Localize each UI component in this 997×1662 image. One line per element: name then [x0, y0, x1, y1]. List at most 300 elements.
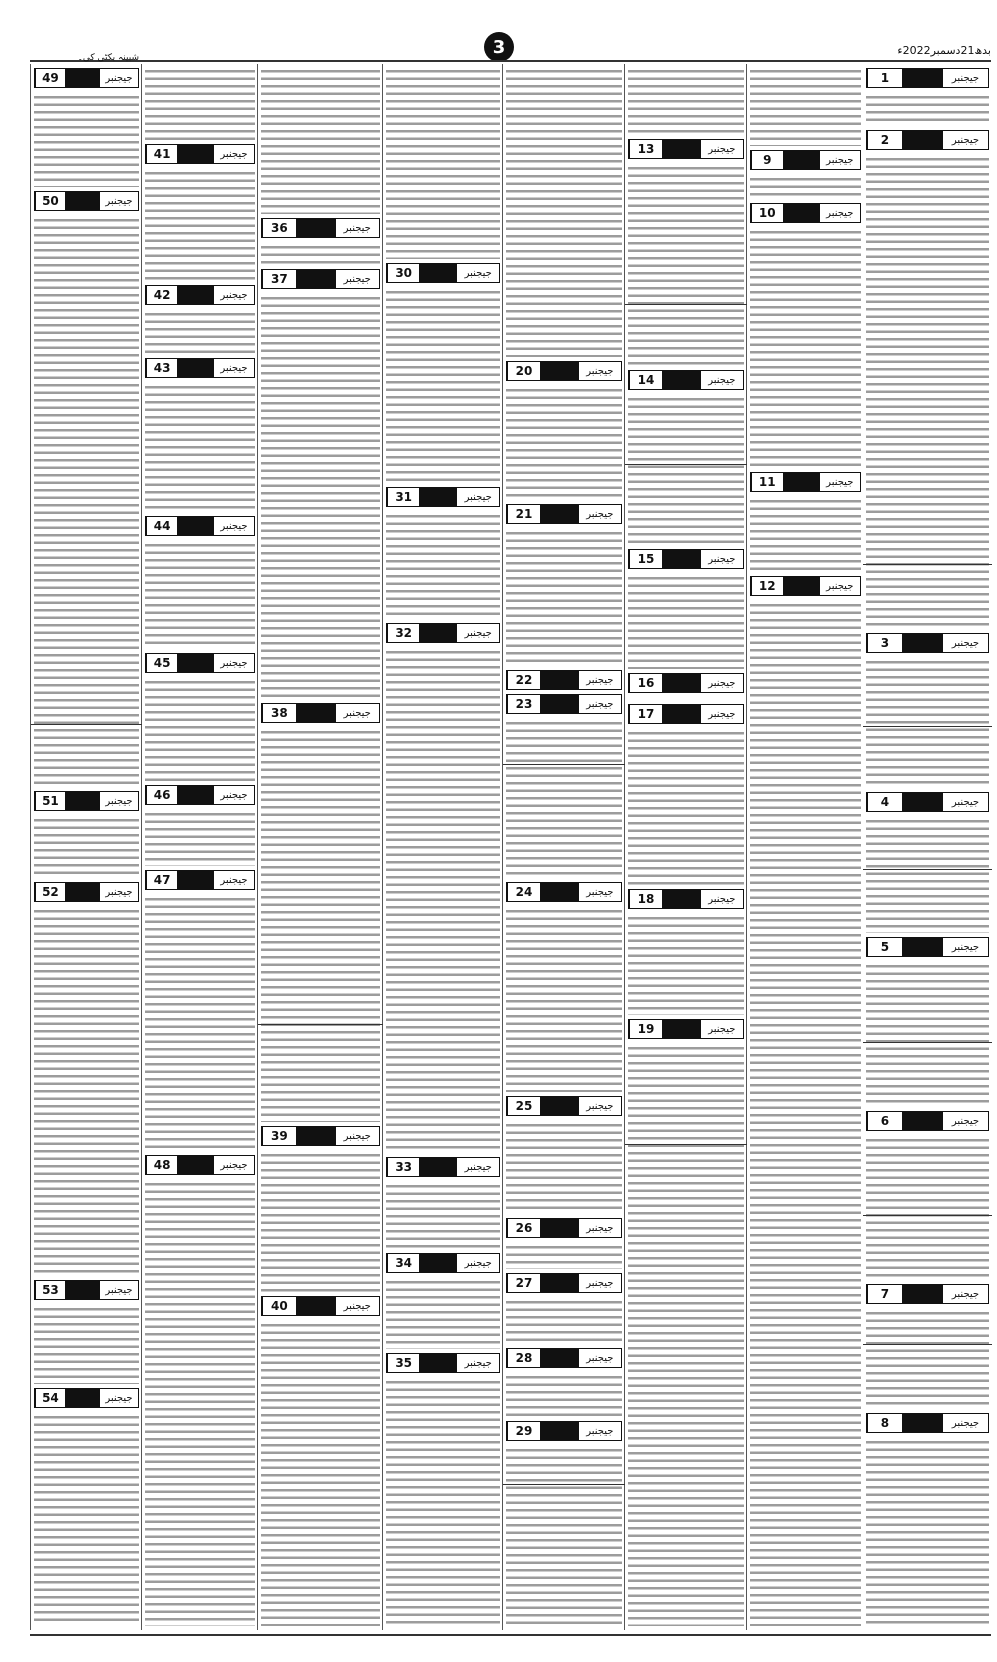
notice-header-bar [783, 151, 820, 169]
notice-header-bar [65, 792, 100, 810]
article-text-block [145, 66, 255, 140]
notice-header-bar [296, 1127, 336, 1145]
notice-number: 42 [146, 286, 177, 304]
notice-header [386, 1157, 500, 1177]
notice-label: جیجنبر [220, 789, 248, 801]
notice-label: جیجنبر [464, 1257, 492, 1269]
notice-label: جیجنبر [220, 148, 248, 160]
notice-header-bar [662, 1020, 701, 1038]
notice-label: جیجنبر [586, 674, 614, 686]
notice-header [866, 130, 989, 150]
notice-header-bar [177, 871, 214, 889]
notice-header-bar [419, 1354, 457, 1372]
notice-number: 35 [387, 1354, 419, 1372]
notice-label: جیجنبر [951, 1417, 980, 1429]
notice-header-bar [902, 938, 943, 956]
article-text-block [506, 385, 622, 500]
article-text-block [261, 727, 380, 1122]
notice-number: 24 [507, 883, 540, 901]
article-text-block [866, 961, 989, 1107]
notice-number: 20 [507, 362, 540, 380]
notice-header [506, 504, 622, 524]
article-text-block [386, 511, 500, 619]
notice-label: جیجنبر [586, 886, 614, 898]
notice-header-bar [65, 883, 100, 901]
notice-header [386, 263, 500, 283]
notice-label: جیجنبر [343, 273, 371, 285]
notice-number: 3 [867, 634, 902, 652]
column-5 [382, 64, 503, 1630]
notice-number: 28 [507, 1349, 540, 1367]
notice-header [506, 1096, 622, 1116]
notice-label: جیجنبر [105, 886, 133, 898]
bottom-rule [30, 1634, 991, 1636]
notice-header-bar [177, 145, 214, 163]
notice-header [506, 1421, 622, 1441]
article-text-block [866, 1308, 989, 1409]
top-rule [30, 60, 991, 62]
notice-header-bar [177, 517, 214, 535]
notice-number: 38 [262, 704, 296, 722]
notice-number: 11 [751, 473, 783, 491]
notice-header [866, 937, 989, 957]
notice-header-bar [783, 204, 820, 222]
article-text-block [145, 540, 255, 649]
notice-header-bar [783, 473, 820, 491]
article-text-block [866, 1437, 989, 1626]
notice-number: 15 [629, 550, 662, 568]
notice-label: جیجنبر [586, 1277, 614, 1289]
notice-header [261, 269, 380, 289]
notice-header-bar [296, 1297, 336, 1315]
notice-label: جیجنبر [586, 508, 614, 520]
notice-header [506, 1273, 622, 1293]
notice-label: جیجنبر [220, 874, 248, 886]
notice-number: 53 [35, 1281, 65, 1299]
notice-header [628, 1019, 744, 1039]
article-text-block [261, 1320, 380, 1626]
article-text-block [506, 1242, 622, 1269]
notice-number: 10 [751, 204, 783, 222]
notice-label: جیجنبر [586, 1222, 614, 1234]
notice-header-bar [296, 704, 336, 722]
article-text-block [866, 92, 989, 126]
notice-label: جیجنبر [105, 1284, 133, 1296]
notice-number: 4 [867, 793, 902, 811]
notice-header-bar [296, 270, 336, 288]
notice-label: جیجنبر [343, 222, 371, 234]
notice-label: جیجنبر [586, 1425, 614, 1437]
notice-header-bar [540, 1422, 579, 1440]
article-text-block [866, 1135, 989, 1280]
notice-header-bar [662, 550, 701, 568]
notice-header-bar [65, 192, 100, 210]
notice-label: جیجنبر [708, 553, 736, 565]
notice-header-bar [662, 371, 701, 389]
article-text-block [628, 697, 744, 700]
notice-header [145, 653, 255, 673]
notice-header-bar [540, 505, 579, 523]
notice-label: جیجنبر [826, 476, 854, 488]
notice-label: جیجنبر [105, 195, 133, 207]
notice-header-bar [662, 890, 701, 908]
page-number-badge: 3 [484, 32, 514, 62]
article-text-block [506, 1297, 622, 1344]
notice-number: 36 [262, 219, 296, 237]
notice-label: جیجنبر [105, 72, 133, 84]
continued-text-line: شبینہ بکٹی کی۔ [77, 53, 139, 63]
article-text-block [145, 309, 255, 354]
notice-header-bar [662, 674, 701, 692]
notice-label: جیجنبر [220, 289, 248, 301]
notice-header-bar [662, 140, 701, 158]
notice-label: جیجنبر [464, 627, 492, 639]
notice-header-bar [419, 488, 457, 506]
notice-label: جیجنبر [586, 1352, 614, 1364]
notice-header [628, 704, 744, 724]
notice-number: 12 [751, 577, 783, 595]
article-text-block [506, 1120, 622, 1214]
notice-header-bar [419, 264, 457, 282]
notice-label: جیجنبر [220, 362, 248, 374]
article-text-block [628, 394, 744, 545]
notice-header-bar [540, 883, 579, 901]
article-text-block [386, 1277, 500, 1349]
notice-header-bar [65, 69, 100, 87]
notice-header-bar [65, 1281, 100, 1299]
notice-header-bar [902, 69, 943, 87]
column-8 [30, 53, 142, 1630]
notice-number: 47 [146, 871, 177, 889]
notice-header [506, 882, 622, 902]
notice-header-bar [662, 705, 701, 723]
notice-header [506, 670, 622, 690]
notice-header [506, 1348, 622, 1368]
notice-number: 27 [507, 1274, 540, 1292]
article-text-block [506, 66, 622, 357]
notice-label: جیجنبر [586, 698, 614, 710]
notice-header [750, 576, 861, 596]
notice-number: 19 [629, 1020, 662, 1038]
article-text-block [261, 242, 380, 265]
notice-number: 52 [35, 883, 65, 901]
notice-header [386, 623, 500, 643]
notice-header [386, 487, 500, 507]
notice-header [866, 792, 989, 812]
notice-header [145, 516, 255, 536]
notice-number: 34 [387, 1254, 419, 1272]
notice-header [866, 633, 989, 653]
notice-header [628, 673, 744, 693]
article-text-block [628, 728, 744, 885]
notice-header [145, 1155, 255, 1175]
notice-header [866, 1413, 989, 1433]
notice-label: جیجنبر [586, 1100, 614, 1112]
notice-number: 46 [146, 786, 177, 804]
notice-header [866, 68, 989, 88]
notice-header-bar [419, 1158, 457, 1176]
notice-header [386, 1353, 500, 1373]
notice-number: 41 [146, 145, 177, 163]
notice-label: جیجنبر [464, 491, 492, 503]
article-text-block [750, 600, 861, 1626]
notice-header [34, 1280, 139, 1300]
notice-header [261, 703, 380, 723]
notice-label: جیجنبر [343, 1130, 371, 1142]
notice-label: جیجنبر [951, 941, 980, 953]
notice-header-bar [540, 671, 579, 689]
notice-number: 8 [867, 1414, 902, 1432]
article-text-block [386, 1377, 500, 1626]
notice-number: 22 [507, 671, 540, 689]
notice-header [506, 361, 622, 381]
notice-header-bar [65, 1389, 100, 1407]
article-text-block [866, 154, 989, 629]
notice-label: جیجنبر [708, 374, 736, 386]
notice-header [628, 139, 744, 159]
notice-header-bar [540, 362, 579, 380]
article-text-block [628, 913, 744, 1015]
notice-number: 9 [751, 151, 783, 169]
notice-header-bar [902, 1285, 943, 1303]
section-divider [863, 1344, 992, 1345]
notice-header [506, 1218, 622, 1238]
article-text-block [261, 1150, 380, 1292]
notice-header [34, 791, 139, 811]
notice-header [866, 1284, 989, 1304]
issue-date: بدھ21دسمبر2022ء [897, 44, 991, 57]
article-text-block [506, 1445, 622, 1626]
notice-number: 50 [35, 192, 65, 210]
notice-label: جیجنبر [708, 893, 736, 905]
notice-number: 16 [629, 674, 662, 692]
notice-label: جیجنبر [826, 580, 854, 592]
notice-number: 31 [387, 488, 419, 506]
article-text-block [628, 163, 744, 366]
notice-number: 23 [507, 695, 540, 713]
article-text-block [386, 647, 500, 1153]
notice-label: جیجنبر [826, 154, 854, 166]
notice-header-bar [902, 634, 943, 652]
notice-header-bar [177, 786, 214, 804]
article-text-block [145, 894, 255, 1151]
notice-header [145, 785, 255, 805]
notice-header [34, 191, 139, 211]
notice-number: 37 [262, 270, 296, 288]
notice-header [261, 1296, 380, 1316]
article-text-block [34, 1304, 139, 1384]
notice-label: جیجنبر [105, 1392, 133, 1404]
section-divider [503, 1484, 625, 1485]
article-text-block [866, 816, 989, 933]
column-3 [624, 64, 747, 1630]
notice-number: 51 [35, 792, 65, 810]
article-text-block [750, 227, 861, 468]
notice-number: 6 [867, 1112, 902, 1130]
notice-header-bar [419, 624, 457, 642]
section-divider [31, 724, 142, 725]
column-7 [141, 64, 258, 1630]
notice-header [261, 218, 380, 238]
article-text-block [34, 215, 139, 787]
notice-number: 40 [262, 1297, 296, 1315]
column-4 [502, 64, 625, 1630]
notice-header [628, 889, 744, 909]
notice-header [628, 549, 744, 569]
notice-header-bar [177, 654, 214, 672]
notice-header-bar [902, 1414, 943, 1432]
article-text-block [261, 66, 380, 214]
notice-number: 33 [387, 1158, 419, 1176]
notice-label: جیجنبر [951, 1288, 980, 1300]
notice-number: 7 [867, 1285, 902, 1303]
notice-label: جیجنبر [343, 1300, 371, 1312]
notice-number: 5 [867, 938, 902, 956]
notice-header-bar [540, 1097, 579, 1115]
notice-label: جیجنبر [220, 1159, 248, 1171]
section-divider [625, 304, 747, 305]
notice-header-bar [177, 286, 214, 304]
notice-header [506, 694, 622, 714]
column-2 [746, 64, 864, 1630]
article-text-block [34, 815, 139, 878]
notice-number: 30 [387, 264, 419, 282]
notice-label: جیجنبر [464, 1357, 492, 1369]
notice-number: 39 [262, 1127, 296, 1145]
section-divider [625, 464, 747, 465]
notice-header-bar [540, 695, 579, 713]
article-text-block [750, 66, 861, 146]
notice-header [750, 472, 861, 492]
notice-header-bar [540, 1349, 579, 1367]
notice-header [34, 1388, 139, 1408]
article-text-block [506, 528, 622, 666]
article-text-block [145, 168, 255, 281]
notice-number: 44 [146, 517, 177, 535]
notice-label: جیجنبر [464, 1161, 492, 1173]
section-divider [863, 1215, 992, 1216]
article-text-block [628, 573, 744, 669]
notice-header-bar [783, 577, 820, 595]
section-divider [503, 764, 625, 765]
notice-label: جیجنبر [951, 72, 980, 84]
notice-label: جیجنبر [708, 708, 736, 720]
notice-label: جیجنبر [464, 267, 492, 279]
notice-number: 1 [867, 69, 902, 87]
section-divider [863, 726, 992, 727]
notice-header [145, 358, 255, 378]
notice-header-bar [902, 131, 943, 149]
article-text-block [34, 906, 139, 1276]
notice-header [386, 1253, 500, 1273]
notice-label: جیجنبر [951, 637, 980, 649]
notice-header [145, 285, 255, 305]
article-text-block [34, 92, 139, 187]
notice-label: جیجنبر [708, 1023, 736, 1035]
article-text-block [386, 287, 500, 483]
notice-number: 17 [629, 705, 662, 723]
notice-label: جیجنبر [951, 134, 980, 146]
article-text-block [386, 66, 500, 259]
column-6 [257, 64, 383, 1630]
notice-label: جیجنبر [220, 657, 248, 669]
notice-number: 14 [629, 371, 662, 389]
notice-header-bar [419, 1254, 457, 1272]
notice-label: جیجنبر [105, 795, 133, 807]
notice-number: 49 [35, 69, 65, 87]
notice-header [145, 870, 255, 890]
notice-number: 32 [387, 624, 419, 642]
notice-number: 48 [146, 1156, 177, 1174]
notice-header-bar [540, 1274, 579, 1292]
article-text-block [506, 1372, 622, 1417]
notice-number: 26 [507, 1219, 540, 1237]
notice-header-bar [540, 1219, 579, 1237]
article-text-block [866, 657, 989, 788]
article-text-block [750, 174, 861, 199]
notice-label: جیجنبر [708, 677, 736, 689]
section-divider [863, 869, 992, 870]
notice-header [261, 1126, 380, 1146]
notice-number: 21 [507, 505, 540, 523]
article-text-block [506, 718, 622, 878]
notice-header [145, 144, 255, 164]
notice-number: 18 [629, 890, 662, 908]
article-text-block [145, 1179, 255, 1626]
notice-label: جیجنبر [220, 520, 248, 532]
article-text-block [628, 66, 744, 135]
notice-number: 2 [867, 131, 902, 149]
notice-header [750, 150, 861, 170]
section-divider [625, 1144, 747, 1145]
column-1 [863, 64, 992, 1630]
notice-number: 13 [629, 140, 662, 158]
notice-header-bar [902, 1112, 943, 1130]
notice-number: 54 [35, 1389, 65, 1407]
article-text-block [145, 382, 255, 512]
notice-label: جیجنبر [826, 207, 854, 219]
notice-header-bar [177, 359, 214, 377]
notice-number: 25 [507, 1097, 540, 1115]
notice-header [34, 68, 139, 88]
notice-header [628, 370, 744, 390]
notice-header-bar [296, 219, 336, 237]
notice-label: جیجنبر [951, 1115, 980, 1127]
notice-label: جیجنبر [951, 796, 980, 808]
article-text-block [261, 293, 380, 699]
notice-header [750, 203, 861, 223]
notice-number: 43 [146, 359, 177, 377]
notice-header-bar [177, 1156, 214, 1174]
notice-label: جیجنبر [343, 707, 371, 719]
notice-number: 45 [146, 654, 177, 672]
article-text-block [34, 1412, 139, 1626]
notice-header [866, 1111, 989, 1131]
article-text-block [145, 809, 255, 866]
article-text-block [750, 496, 861, 572]
section-divider [863, 1042, 992, 1043]
article-text-block [145, 677, 255, 781]
notice-label: جیجنبر [586, 365, 614, 377]
notice-number: 29 [507, 1422, 540, 1440]
notice-label: جیجنبر [708, 143, 736, 155]
article-text-block [506, 906, 622, 1092]
notice-header [34, 882, 139, 902]
article-text-block [386, 1181, 500, 1249]
notice-header-bar [902, 793, 943, 811]
article-text-block [628, 1043, 744, 1626]
section-divider [863, 564, 992, 565]
